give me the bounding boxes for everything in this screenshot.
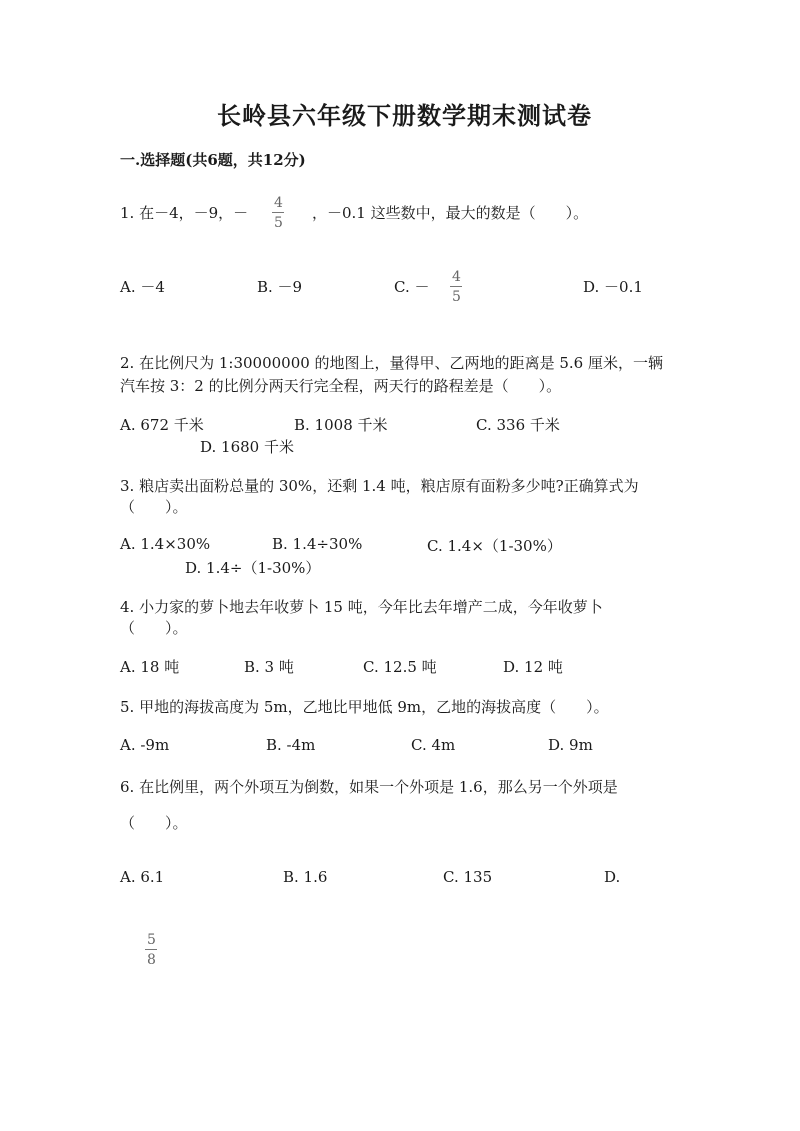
question-4-line-1: 4. 小力家的萝卜地去年收萝卜 15 吨，今年比去年增产二成，今年收萝卜	[120, 598, 603, 616]
question-1-text-end: ，－0.1 这些数中，最大的数是（ ）。	[312, 204, 589, 222]
question-6-option-d[interactable]: D.	[604, 868, 621, 886]
question-4-option-c[interactable]: C. 12.5 吨	[363, 658, 437, 676]
question-3-option-c[interactable]: C. 1.4×（1-30%）	[427, 537, 562, 555]
question-3-line-1: 3. 粮店卖出面粉总量的 30%，还剩 1.4 吨，粮店原有面粉多少吨?正确算式为	[120, 477, 639, 495]
question-3-option-b[interactable]: B. 1.4÷30%	[272, 535, 363, 553]
question-6-option-d-fraction	[145, 933, 158, 967]
question-4-line-2: （ ）。	[120, 619, 188, 637]
fraction-denominator: 5	[452, 289, 461, 305]
section-heading: 一.选择题(共6题，共12分)	[120, 151, 306, 169]
question-4-option-a[interactable]: A. 18 吨	[120, 658, 180, 676]
question-2-option-d[interactable]: D. 1680 千米	[200, 438, 294, 456]
question-1-text-start: 1. 在－4，－9，－	[120, 204, 249, 222]
question-6-line-2: （ ）。	[120, 814, 188, 832]
question-5-option-a[interactable]: A. -9m	[120, 736, 170, 754]
question-5-line-1: 5. 甲地的海拔高度为 5m，乙地比甲地低 9m，乙地的海拔高度（ ）。	[120, 698, 609, 716]
question-2-option-c[interactable]: C. 336 千米	[476, 416, 560, 434]
question-1-option-c[interactable]: C. －	[394, 278, 430, 296]
fraction-denominator: 8	[147, 952, 156, 968]
question-2-line-1: 2. 在比例尺为 1:30000000 的地图上，量得甲、乙两地的距离是 5.6 厘米，一辆	[120, 354, 663, 372]
question-1-option-a[interactable]: A. －4	[120, 278, 165, 296]
question-3-option-d[interactable]: D. 1.4÷（1-30%）	[185, 559, 321, 577]
question-4-option-d[interactable]: D. 12 吨	[503, 658, 563, 676]
question-2-option-b[interactable]: B. 1008 千米	[294, 416, 388, 434]
question-5-option-c[interactable]: C. 4m	[411, 736, 456, 754]
question-1-option-d[interactable]: D. －0.1	[583, 278, 643, 296]
question-6-line-1: 6. 在比例里，两个外项互为倒数，如果一个外项是 1.6，那么另一个外项是	[120, 778, 618, 796]
question-4-option-b[interactable]: B. 3 吨	[244, 658, 294, 676]
question-1-option-c-fraction	[450, 270, 463, 304]
page-title: 长岭县六年级下册数学期末测试卷	[217, 101, 592, 130]
question-2-option-a[interactable]: A. 672 千米	[120, 416, 204, 434]
question-6-option-b[interactable]: B. 1.6	[283, 868, 328, 886]
question-6-option-a[interactable]: A. 6.1	[120, 868, 165, 886]
fraction-numerator: 4	[274, 195, 283, 211]
question-1-option-b[interactable]: B. －9	[257, 278, 303, 296]
question-6-option-c[interactable]: C. 135	[443, 868, 493, 886]
question-2-line-2: 汽车按 3：2 的比例分两天行完全程，两天行的路程差是（ ）。	[120, 377, 562, 395]
question-3-line-2: （ ）。	[120, 498, 188, 516]
question-3-option-a[interactable]: A. 1.4×30%	[120, 535, 211, 553]
fraction-numerator: 5	[147, 932, 156, 948]
fraction-numerator: 4	[452, 269, 461, 285]
question-1-fraction	[272, 196, 285, 230]
question-5-option-b[interactable]: B. -4m	[266, 736, 316, 754]
question-5-option-d[interactable]: D. 9m	[548, 736, 593, 754]
fraction-denominator: 5	[274, 215, 283, 231]
